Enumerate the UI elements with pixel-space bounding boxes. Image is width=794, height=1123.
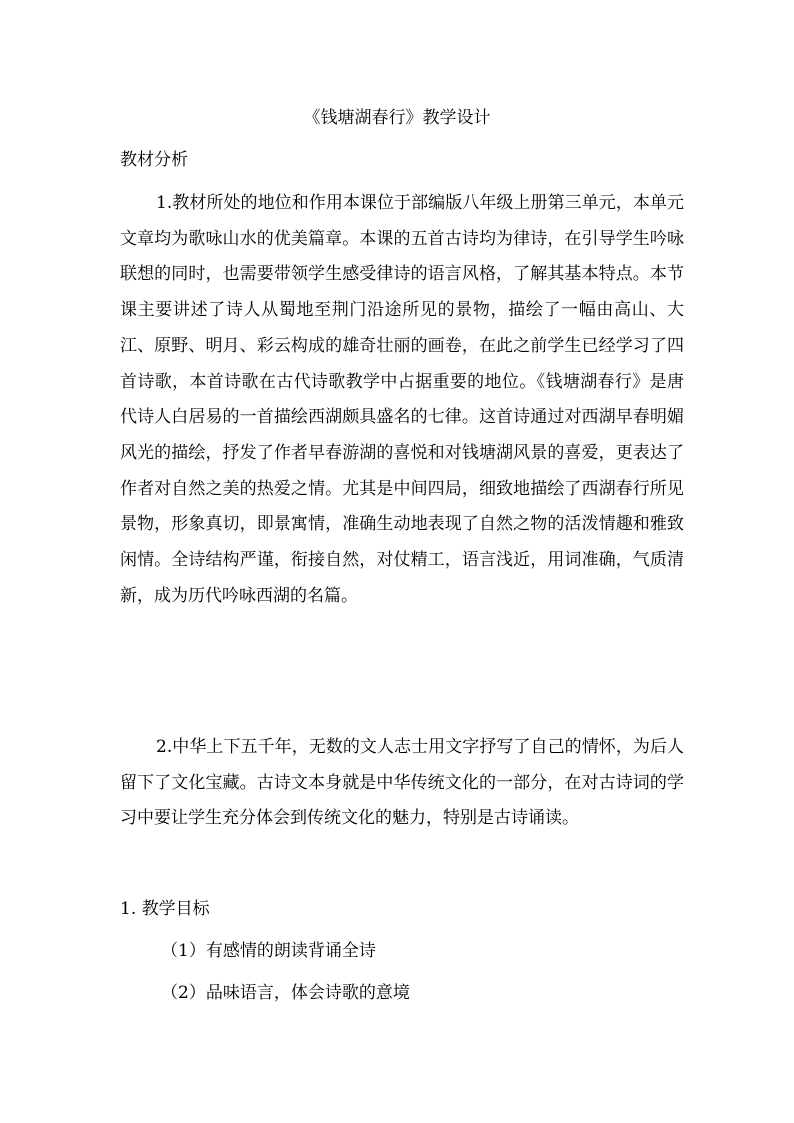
- document-title: 《钱塘湖春行》教学设计: [303, 108, 491, 128]
- goals-heading: 1. 教学目标: [120, 899, 210, 919]
- paragraph-2: 2.中华上下五千年，无数的文人志士用文字抒写了自己的情怀，为后人留下了文化宝藏。古诗文本身就是中华传统文化的一部分，在对古诗词的学习中要让学生充分体会到传统文化的魅力，特别是古诗诵读。: [120, 737, 684, 829]
- goal-item: （2）品味语言，体会诗歌的意境: [161, 983, 410, 1003]
- section-heading: 教材分析: [120, 150, 188, 170]
- goal-item: （1）有感情的朗读背诵全诗: [161, 941, 376, 961]
- paragraph-1: 1.教材所处的地位和作用本课位于部编版八年级上册第三单元，本单元文章均为歌咏山水的优美篇章。本课的五首古诗均为律诗，在引导学生吟咏联想的同时，也需要带领学生感受律诗的语言风格，了解其基本特点。本节课主要讲述了诗人从蜀地至荆门沿途所见的景物，描绘了一幅由高山、大江、原野、明月、彩云构成的雄奇壮丽的画卷，在此之前学生已经学习了四首诗歌，本首诗歌在古代诗歌教学中占据重要的地位。《钱塘湖春行》是唐代诗人白居易的一首描绘西湖颇具盛名的七律。这首诗通过对西湖早春明媚风光的描绘，抒发了作者早春游湖的喜悦和对钱塘湖风景的喜爱，更表达了作者对自然之美的热爱之情。尤其是中间四局，细致地描绘了西湖春行所见景物，形象真切，即景寓情，准确生动地表现了自然之物的活泼情趣和雅致闲情。全诗结构严谨，衔接自然，对仗精工，语言浅近，用词准确，气质清新，成为历代吟咏西湖的名篇。: [120, 193, 684, 606]
